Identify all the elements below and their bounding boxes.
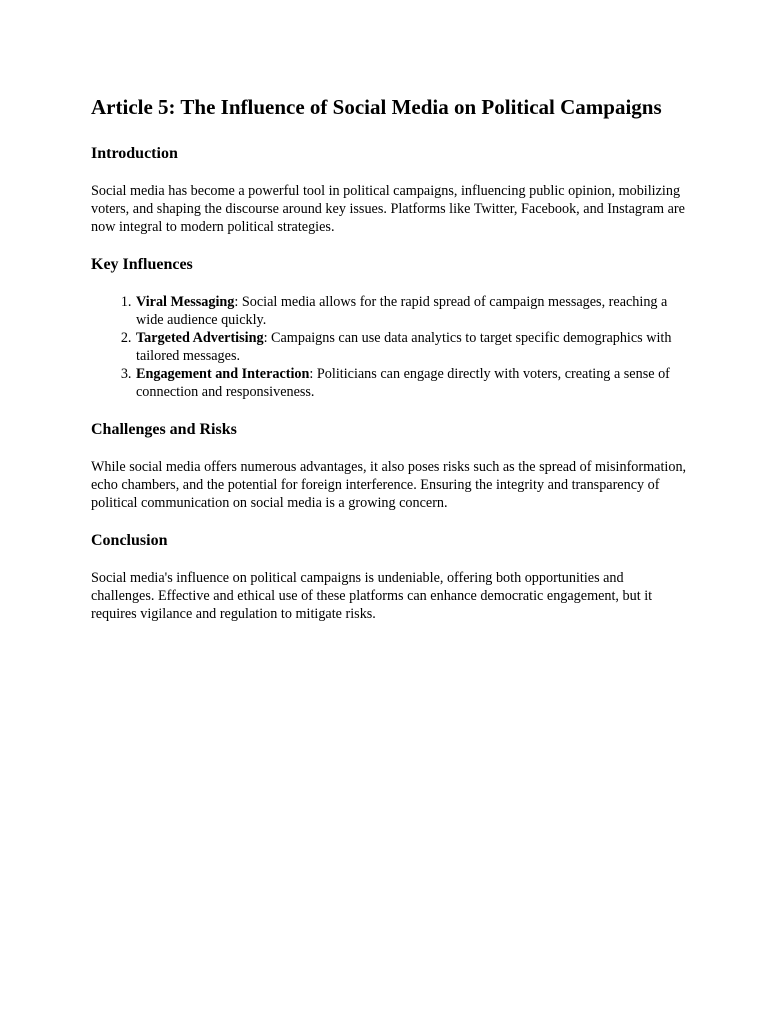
list-item-term: Viral Messaging — [136, 294, 235, 310]
introduction-section — [91, 144, 688, 236]
challenges-heading: Challenges and Risks — [91, 421, 237, 438]
challenges-paragraph: While social media offers numerous advantages, it also poses risks such as the spread of misinformation, echo chambers, and the potential for foreign interference. Ensuring the integrity and transparency of political communication on social media is a growing concern. — [91, 459, 687, 511]
list-item-text: : Politicians can engage directly with voters, creating a sense of connection and responsiveness. — [136, 366, 670, 400]
article-title: Article 5: The Influence of Social Media on Political Campaigns — [91, 95, 662, 119]
introduction-heading: Introduction — [91, 145, 178, 162]
list-item — [135, 293, 688, 329]
list-item-text: : Social media allows for the rapid spread of campaign messages, reaching a wide audience quickly. — [136, 294, 668, 328]
key-influences-section — [91, 255, 688, 401]
conclusion-heading: Conclusion — [91, 532, 168, 549]
list-item — [135, 365, 688, 401]
conclusion-section — [91, 531, 688, 623]
list-item-text: : Campaigns can use data analytics to target specific demographics with tailored messages. — [136, 330, 672, 364]
key-influences-list — [91, 293, 688, 401]
list-item-term: Targeted Advertising — [136, 330, 264, 346]
introduction-paragraph: Social media has become a powerful tool in political campaigns, influencing public opinion, mobilizing voters, and shaping the discourse around key issues. Platforms like Twitter, Facebook, and Instagram are now integral to modern political strategies. — [91, 183, 685, 235]
list-item-term: Engagement and Interaction — [136, 366, 310, 382]
list-item — [135, 329, 688, 365]
conclusion-paragraph: Social media's influence on political campaigns is undeniable, offering both opportunities and challenges. Effective and ethical use of these platforms can enhance democratic engagement, but it requires vigilance and regulation to mitigate risks. — [91, 570, 653, 622]
challenges-section — [91, 420, 688, 512]
key-influences-heading: Key Influences — [91, 256, 193, 273]
